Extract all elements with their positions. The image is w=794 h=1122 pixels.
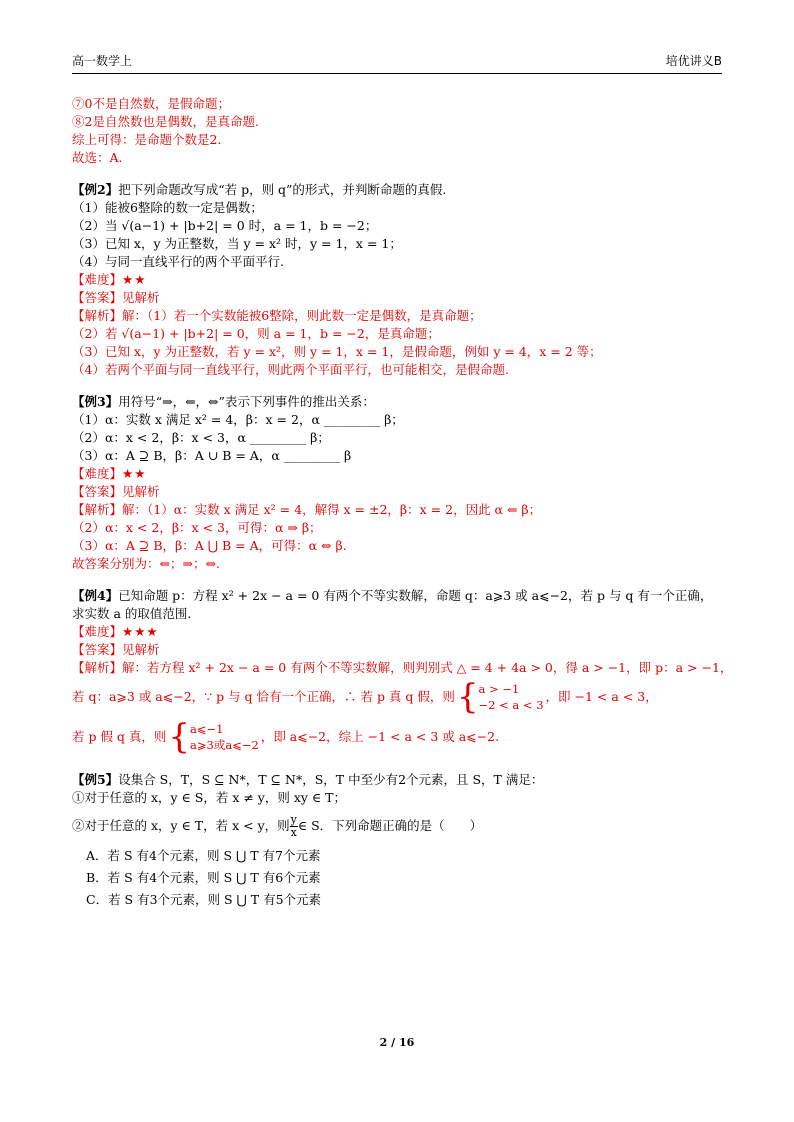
ex4-stem-cont: 求实数 a 的取值范围.	[72, 606, 192, 621]
ex2-analysis: 【解析】解：（1）若一个实数能被6整除，则此数一定是偶数，是真命题；	[72, 308, 482, 323]
intro-line: ⑧2是自然数也是偶数，是真命题.	[72, 114, 259, 129]
ex2-analysis-line: （4）若两个平面与同一直线平行，则此两个平面平行，也可能相交，是假命题.	[72, 362, 509, 377]
ex2-title: 【例2】	[72, 182, 119, 197]
ex4-title: 【例4】	[72, 588, 119, 603]
ex4-analysis: 【解析】解：若方程 x² + 2x − a = 0 有两个不等实数解，则判别式 △ = 4 + 4a > 0，得 a > −1，即 p：a > −1，	[72, 660, 733, 675]
ex3-analysis: 【解析】解：（1）α：实数 x 满足 x² = 4，解得 x = ±2，β：x = 2，因此 α ⇐ β；	[72, 502, 542, 517]
ex4-analysis-case2: 若 p 假 q 真，则 { a⩽−1 a⩾3或a⩽−2 ，即 a⩽−2，综上 −1 < a < 3 或 a⩽−2.	[72, 717, 500, 757]
ex2-analysis-line: （3）已知 x，y 为正整数，若 y = x²，则 y = 1，x = 1，是假命题，例如 y = 4，x = 2 等；	[72, 344, 602, 359]
page-content	[72, 95, 733, 911]
header-rule	[72, 73, 722, 74]
ex2-difficulty: 【难度】★★	[72, 272, 147, 287]
ex3-stem: 【例3】用符号“⇒，⇐，⇔”表示下列事件的推出关系：	[72, 394, 375, 409]
ex4-answer: 【答案】见解析	[72, 642, 160, 657]
ex2-stem: 【例2】把下列命题改写成“若 p，则 q”的形式，并判断命题的真假.	[72, 182, 447, 197]
option-a: A．若 S 有4个元素，则 S ⋃ T 有7个元素	[86, 848, 321, 863]
ex3-answer: 【答案】见解析	[72, 484, 160, 499]
option-c: C．若 S 有3个元素，则 S ⋃ T 有5个元素	[86, 892, 322, 907]
ex4-difficulty: 【难度】★★★	[72, 624, 159, 639]
ex5-title: 【例5】	[72, 772, 119, 787]
ex5-stem: 【例5】设集合 S，T，S ⊆ N*，T ⊆ N*，S，T 中至少有2个元素，且 S，T 满足：	[72, 772, 544, 787]
ex3-analysis-line: （2）α：x < 2，β：x < 3，可得：α ⇒ β；	[72, 520, 322, 535]
ex5-cond2: ②对于任意的 x，y ∈ T，若 x < y，则 $\frac{y}{x}$ ∈ S．下列命题正确的是（ ）	[72, 812, 483, 839]
fraction: $\frac{y}{x}$	[290, 812, 297, 839]
intro-line: 综上可得：是命题个数是2.	[72, 132, 222, 147]
ex2-item: （1）能被6整除的数一定是偶数；	[72, 200, 263, 215]
ex3-analysis-line: （3）α：A ⊇ B，β：A ⋃ B = A，可得：α ⇔ β.	[72, 538, 347, 553]
intro-line: 故选：A.	[72, 150, 123, 165]
header-left: 高一数学上	[72, 54, 133, 68]
ex2-item: （3）已知 x，y 为正整数，当 y = x² 时，y = 1，x = 1；	[72, 236, 402, 251]
ex4-analysis-case1: 若 q：a⩾3 或 a⩽−2，∵ p 与 q 恰有一个正确，∴ 若 p 真 q 假，则 { a > −1 −2 < a < 3 ，即 −1 < a < 3，	[72, 677, 658, 717]
intro-line: ⑦0不是自然数，是假命题；	[72, 96, 230, 111]
ex2-item: （4）与同一直线平行的两个平面平行.	[72, 254, 284, 269]
ex4-stem: 【例4】已知命题 p：方程 x² + 2x − a = 0 有两个不等实数解，命题 q：a⩾3 或 a⩽−2，若 p 与 q 有一个正确，	[72, 588, 713, 603]
ex3-item: （1）α：实数 x 满足 x² = 4，β：x = 2，α _________ β；	[72, 412, 404, 427]
case-system: { a > −1 −2 < a < 3	[456, 677, 544, 717]
ex2-analysis-line: （2）若 √(a−1) + |b+2| = 0，则 a = 1，b = −2，是真命题；	[72, 326, 440, 341]
ex3-item: （2）α：x < 2，β：x < 3，α _________ β；	[72, 430, 330, 445]
ex3-conclusion: 故答案分别为：⇐；⇒；⇔.	[72, 556, 220, 571]
ex5-cond1: ①对于任意的 x，y ∈ S，若 x ≠ y，则 xy ∈ T；	[72, 790, 346, 805]
case-system: { a⩽−1 a⩾3或a⩽−2	[168, 717, 259, 757]
ex2-answer: 【答案】见解析	[72, 290, 160, 305]
option-b: B．若 S 有4个元素，则 S ⋃ T 有6个元素	[86, 870, 321, 885]
ex3-title: 【例3】	[72, 394, 119, 409]
ex3-difficulty: 【难度】★★	[72, 466, 147, 481]
ex3-item: （3）α：A ⊇ B，β：A ∪ B = A，α _________ β	[72, 448, 352, 463]
page-number: 2 / 16	[379, 1036, 415, 1049]
ex2-item: （2）当 √(a−1) + |b+2| = 0 时，a = 1，b = −2；	[72, 218, 378, 233]
header-right: 培优讲义B	[665, 54, 722, 68]
